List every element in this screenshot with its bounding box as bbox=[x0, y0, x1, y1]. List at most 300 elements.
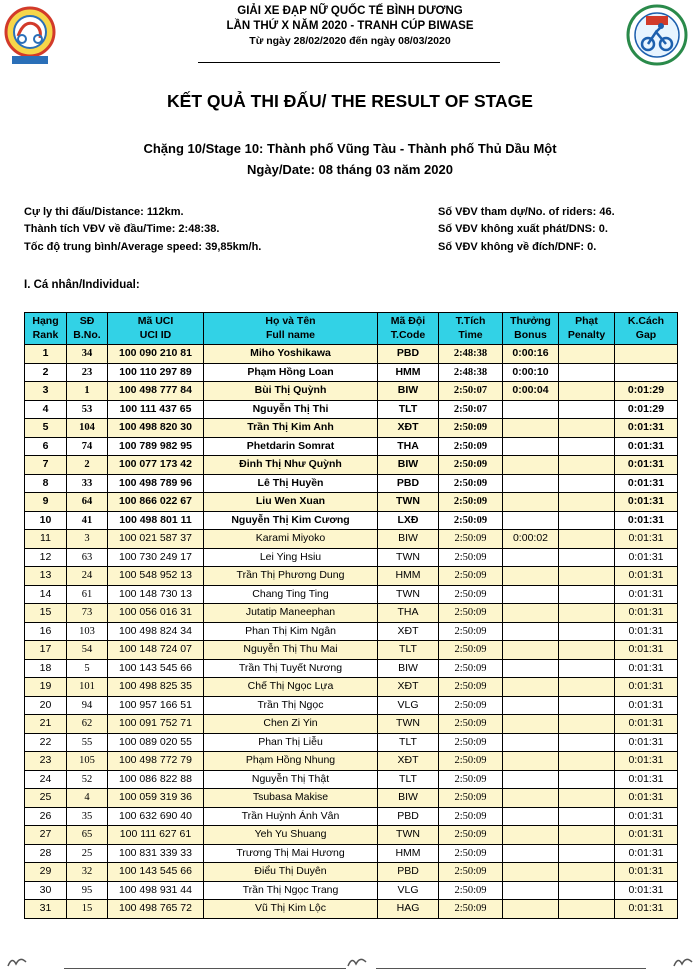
time-cell: 2:50:09 bbox=[439, 752, 503, 771]
penalty-cell bbox=[559, 678, 615, 697]
gap-cell: 0:01:31 bbox=[615, 863, 678, 882]
rank-cell: 29 bbox=[25, 863, 67, 882]
col-header-penalty: Phạt Penalty bbox=[559, 313, 615, 345]
rider-name-cell: Yeh Yu Shuang bbox=[204, 826, 378, 845]
uci-id-cell: 100 056 016 31 bbox=[108, 604, 204, 623]
uci-id-cell: 100 021 587 37 bbox=[108, 530, 204, 549]
table-row bbox=[25, 382, 678, 401]
uci-id-cell: 100 148 724 07 bbox=[108, 641, 204, 660]
bonus-cell bbox=[503, 622, 559, 641]
rider-name-cell: Trần Thị Ngọc bbox=[204, 696, 378, 715]
penalty-cell bbox=[559, 844, 615, 863]
rank-cell: 15 bbox=[25, 604, 67, 623]
rank-cell: 3 bbox=[25, 382, 67, 401]
gap-cell: 0:01:31 bbox=[615, 733, 678, 752]
gap-cell: 0:01:29 bbox=[615, 400, 678, 419]
penalty-cell bbox=[559, 881, 615, 900]
uci-id-cell: 100 632 690 40 bbox=[108, 807, 204, 826]
team-code-cell: TWN bbox=[378, 826, 439, 845]
time-cell: 2:50:09 bbox=[439, 641, 503, 660]
rank-cell: 18 bbox=[25, 659, 67, 678]
table-row bbox=[25, 696, 678, 715]
time-cell: 2:50:09 bbox=[439, 678, 503, 697]
bonus-cell bbox=[503, 678, 559, 697]
team-code-cell: PBD bbox=[378, 345, 439, 364]
time-cell: 2:50:09 bbox=[439, 900, 503, 919]
bonus-cell bbox=[503, 789, 559, 808]
bib-cell: 64 bbox=[67, 493, 108, 512]
penalty-cell bbox=[559, 715, 615, 734]
penalty-cell bbox=[559, 696, 615, 715]
bonus-cell bbox=[503, 863, 559, 882]
time-cell: 2:50:09 bbox=[439, 696, 503, 715]
rank-cell: 7 bbox=[25, 456, 67, 475]
rank-cell: 10 bbox=[25, 511, 67, 530]
gap-cell: 0:01:31 bbox=[615, 511, 678, 530]
bib-cell: 5 bbox=[67, 659, 108, 678]
riders-count-info: Số VĐV tham dự/No. of riders: 46. bbox=[438, 206, 615, 218]
gap-cell: 0:01:29 bbox=[615, 382, 678, 401]
table-row bbox=[25, 641, 678, 660]
gap-cell: 0:01:31 bbox=[615, 789, 678, 808]
rider-name-cell: Chế Thị Ngọc Lựa bbox=[204, 678, 378, 697]
table-row bbox=[25, 789, 678, 808]
bonus-cell bbox=[503, 419, 559, 438]
rank-cell: 26 bbox=[25, 807, 67, 826]
team-code-cell: HMM bbox=[378, 567, 439, 586]
time-cell: 2:50:09 bbox=[439, 585, 503, 604]
table-row bbox=[25, 530, 678, 549]
time-cell: 2:50:09 bbox=[439, 604, 503, 623]
uci-id-cell: 100 086 822 88 bbox=[108, 770, 204, 789]
footer-signature-line-left bbox=[64, 968, 346, 969]
table-row bbox=[25, 900, 678, 919]
footer-signature-line-right bbox=[376, 968, 646, 969]
table-row bbox=[25, 622, 678, 641]
rank-cell: 13 bbox=[25, 567, 67, 586]
rank-cell: 20 bbox=[25, 696, 67, 715]
bib-cell: 61 bbox=[67, 585, 108, 604]
bonus-cell: 0:00:10 bbox=[503, 363, 559, 382]
rider-name-cell: Phạm Hồng Nhung bbox=[204, 752, 378, 771]
bonus-cell bbox=[503, 641, 559, 660]
rank-cell: 6 bbox=[25, 437, 67, 456]
table-row bbox=[25, 474, 678, 493]
rank-cell: 12 bbox=[25, 548, 67, 567]
team-code-cell: PBD bbox=[378, 863, 439, 882]
gap-cell: 0:01:31 bbox=[615, 826, 678, 845]
bib-cell: 33 bbox=[67, 474, 108, 493]
uci-id-cell: 100 498 777 84 bbox=[108, 382, 204, 401]
bib-cell: 101 bbox=[67, 678, 108, 697]
rank-cell: 27 bbox=[25, 826, 67, 845]
team-code-cell: TLT bbox=[378, 770, 439, 789]
time-cell: 2:50:09 bbox=[439, 511, 503, 530]
team-code-cell: HAG bbox=[378, 900, 439, 919]
time-cell: 2:50:09 bbox=[439, 567, 503, 586]
table-row bbox=[25, 659, 678, 678]
bonus-cell bbox=[503, 752, 559, 771]
time-cell: 2:50:09 bbox=[439, 715, 503, 734]
rider-name-cell: Phan Thị Liễu bbox=[204, 733, 378, 752]
bonus-cell bbox=[503, 474, 559, 493]
bib-cell: 73 bbox=[67, 604, 108, 623]
time-cell: 2:48:38 bbox=[439, 345, 503, 364]
bonus-cell bbox=[503, 696, 559, 715]
stage-date: Ngày/Date: 08 tháng 03 năm 2020 bbox=[247, 162, 453, 177]
table-row bbox=[25, 419, 678, 438]
time-cell: 2:48:38 bbox=[439, 363, 503, 382]
rank-cell: 25 bbox=[25, 789, 67, 808]
uci-id-cell: 100 090 210 81 bbox=[108, 345, 204, 364]
uci-id-cell: 100 077 173 42 bbox=[108, 456, 204, 475]
team-code-cell: BIW bbox=[378, 456, 439, 475]
uci-id-cell: 100 498 789 96 bbox=[108, 474, 204, 493]
time-cell: 2:50:09 bbox=[439, 474, 503, 493]
team-code-cell: VLG bbox=[378, 881, 439, 900]
time-cell: 2:50:09 bbox=[439, 844, 503, 863]
rider-name-cell: Nguyễn Thị Thật bbox=[204, 770, 378, 789]
event-title-line-2: LẦN THỨ X NĂM 2020 - TRANH CÚP BIWASE bbox=[226, 20, 474, 32]
team-code-cell: LXĐ bbox=[378, 511, 439, 530]
penalty-cell bbox=[559, 789, 615, 808]
rider-name-cell: Trần Thị Tuyết Nương bbox=[204, 659, 378, 678]
gap-cell: 0:01:31 bbox=[615, 881, 678, 900]
time-cell: 2:50:09 bbox=[439, 419, 503, 438]
bib-cell: 62 bbox=[67, 715, 108, 734]
bib-cell: 32 bbox=[67, 863, 108, 882]
bib-cell: 4 bbox=[67, 789, 108, 808]
time-cell: 2:50:09 bbox=[439, 881, 503, 900]
gap-cell: 0:01:31 bbox=[615, 807, 678, 826]
col-header-rank: Hạng Rank bbox=[25, 313, 67, 345]
col-header-team: Mã Đội T.Code bbox=[378, 313, 439, 345]
rank-cell: 16 bbox=[25, 622, 67, 641]
time-cell: 2:50:09 bbox=[439, 548, 503, 567]
rider-name-cell: Bùi Thị Quỳnh bbox=[204, 382, 378, 401]
uci-id-cell: 100 498 931 44 bbox=[108, 881, 204, 900]
uci-id-cell: 100 498 824 34 bbox=[108, 622, 204, 641]
gap-cell: 0:01:31 bbox=[615, 770, 678, 789]
time-cell: 2:50:07 bbox=[439, 400, 503, 419]
table-row bbox=[25, 456, 678, 475]
table-row bbox=[25, 345, 678, 364]
penalty-cell bbox=[559, 474, 615, 493]
rank-cell: 11 bbox=[25, 530, 67, 549]
rank-cell: 28 bbox=[25, 844, 67, 863]
team-code-cell: THA bbox=[378, 437, 439, 456]
col-header-bib: SĐ B.No. bbox=[67, 313, 108, 345]
uci-id-cell: 100 111 437 65 bbox=[108, 400, 204, 419]
bib-cell: 105 bbox=[67, 752, 108, 771]
rider-name-cell: Vũ Thị Kim Lộc bbox=[204, 900, 378, 919]
team-code-cell: HMM bbox=[378, 363, 439, 382]
winner-time-info: Thành tích VĐV về đầu/Time: 2:48:38. bbox=[24, 223, 220, 235]
gap-cell: 0:01:31 bbox=[615, 474, 678, 493]
penalty-cell bbox=[559, 419, 615, 438]
uci-id-cell: 100 831 339 33 bbox=[108, 844, 204, 863]
header-divider bbox=[198, 62, 500, 63]
table-row bbox=[25, 585, 678, 604]
time-cell: 2:50:09 bbox=[439, 659, 503, 678]
table-row bbox=[25, 881, 678, 900]
penalty-cell bbox=[559, 622, 615, 641]
bib-cell: 41 bbox=[67, 511, 108, 530]
rider-name-cell: Trương Thị Mai Hương bbox=[204, 844, 378, 863]
bib-cell: 74 bbox=[67, 437, 108, 456]
bonus-cell bbox=[503, 807, 559, 826]
gap-cell: 0:01:31 bbox=[615, 641, 678, 660]
event-date-range: Từ ngày 28/02/2020 đến ngày 08/03/2020 bbox=[249, 35, 451, 47]
penalty-cell bbox=[559, 345, 615, 364]
table-row bbox=[25, 844, 678, 863]
bonus-cell bbox=[503, 659, 559, 678]
rider-name-cell: Lê Thị Huyền bbox=[204, 474, 378, 493]
gap-cell bbox=[615, 363, 678, 382]
team-code-cell: XĐT bbox=[378, 622, 439, 641]
rider-name-cell: Karami Miyoko bbox=[204, 530, 378, 549]
gap-cell: 0:01:31 bbox=[615, 530, 678, 549]
bib-cell: 65 bbox=[67, 826, 108, 845]
bonus-cell bbox=[503, 548, 559, 567]
gap-cell: 0:01:31 bbox=[615, 604, 678, 623]
table-row bbox=[25, 437, 678, 456]
table-row bbox=[25, 863, 678, 882]
penalty-cell bbox=[559, 733, 615, 752]
team-code-cell: PBD bbox=[378, 807, 439, 826]
rank-cell: 31 bbox=[25, 900, 67, 919]
rider-name-cell: Phạm Hồng Loan bbox=[204, 363, 378, 382]
bib-cell: 15 bbox=[67, 900, 108, 919]
rider-name-cell: Phan Thị Kim Ngân bbox=[204, 622, 378, 641]
uci-id-cell: 100 089 020 55 bbox=[108, 733, 204, 752]
col-header-bonus: Thưởng Bonus bbox=[503, 313, 559, 345]
uci-id-cell: 100 498 801 11 bbox=[108, 511, 204, 530]
table-header-row bbox=[25, 313, 678, 345]
team-code-cell: BIW bbox=[378, 789, 439, 808]
rank-cell: 22 bbox=[25, 733, 67, 752]
gap-cell: 0:01:31 bbox=[615, 585, 678, 604]
penalty-cell bbox=[559, 585, 615, 604]
penalty-cell bbox=[559, 641, 615, 660]
gap-cell: 0:01:31 bbox=[615, 456, 678, 475]
penalty-cell bbox=[559, 363, 615, 382]
bib-cell: 3 bbox=[67, 530, 108, 549]
team-code-cell: BIW bbox=[378, 382, 439, 401]
penalty-cell bbox=[559, 530, 615, 549]
uci-id-cell: 100 498 825 35 bbox=[108, 678, 204, 697]
team-code-cell: TLT bbox=[378, 641, 439, 660]
gap-cell: 0:01:31 bbox=[615, 493, 678, 512]
results-body bbox=[25, 345, 678, 919]
penalty-cell bbox=[559, 548, 615, 567]
distance-info: Cự ly thi đấu/Distance: 112km. bbox=[24, 206, 184, 218]
bonus-cell bbox=[503, 733, 559, 752]
time-cell: 2:50:09 bbox=[439, 733, 503, 752]
team-code-cell: XĐT bbox=[378, 678, 439, 697]
time-cell: 2:50:09 bbox=[439, 826, 503, 845]
bonus-cell bbox=[503, 437, 559, 456]
bonus-cell: 0:00:02 bbox=[503, 530, 559, 549]
footer-ornament-icon bbox=[346, 954, 368, 970]
table-row bbox=[25, 770, 678, 789]
uci-id-cell: 100 957 166 51 bbox=[108, 696, 204, 715]
team-code-cell: THA bbox=[378, 604, 439, 623]
uci-id-cell: 100 498 772 79 bbox=[108, 752, 204, 771]
uci-id-cell: 100 148 730 13 bbox=[108, 585, 204, 604]
bib-cell: 35 bbox=[67, 807, 108, 826]
rank-cell: 8 bbox=[25, 474, 67, 493]
bib-cell: 52 bbox=[67, 770, 108, 789]
penalty-cell bbox=[559, 863, 615, 882]
team-code-cell: PBD bbox=[378, 474, 439, 493]
rider-name-cell: Miho Yoshikawa bbox=[204, 345, 378, 364]
bonus-cell: 0:00:04 bbox=[503, 382, 559, 401]
bonus-cell bbox=[503, 715, 559, 734]
col-header-name: Họ và Tên Full name bbox=[204, 313, 378, 345]
rank-cell: 21 bbox=[25, 715, 67, 734]
average-speed-info: Tốc độ trung bình/Average speed: 39,85km/h. bbox=[24, 241, 262, 253]
penalty-cell bbox=[559, 770, 615, 789]
rank-cell: 19 bbox=[25, 678, 67, 697]
bib-cell: 1 bbox=[67, 382, 108, 401]
team-code-cell: VLG bbox=[378, 696, 439, 715]
time-cell: 2:50:09 bbox=[439, 493, 503, 512]
dnf-info: Số VĐV không về đích/DNF: 0. bbox=[438, 241, 597, 253]
time-cell: 2:50:09 bbox=[439, 622, 503, 641]
rider-name-cell: Chang Ting Ting bbox=[204, 585, 378, 604]
team-code-cell: XĐT bbox=[378, 752, 439, 771]
penalty-cell bbox=[559, 511, 615, 530]
gap-cell: 0:01:31 bbox=[615, 844, 678, 863]
bib-cell: 53 bbox=[67, 400, 108, 419]
rank-cell: 17 bbox=[25, 641, 67, 660]
bonus-cell bbox=[503, 567, 559, 586]
rank-cell: 23 bbox=[25, 752, 67, 771]
table-row bbox=[25, 604, 678, 623]
penalty-cell bbox=[559, 659, 615, 678]
rider-name-cell: Đinh Thị Như Quỳnh bbox=[204, 456, 378, 475]
footer-ornament-icon bbox=[672, 954, 694, 970]
bonus-cell bbox=[503, 881, 559, 900]
bib-cell: 25 bbox=[67, 844, 108, 863]
rank-cell: 2 bbox=[25, 363, 67, 382]
bib-cell: 34 bbox=[67, 345, 108, 364]
team-code-cell: XĐT bbox=[378, 419, 439, 438]
gap-cell: 0:01:31 bbox=[615, 567, 678, 586]
gap-cell: 0:01:31 bbox=[615, 437, 678, 456]
team-code-cell: TLT bbox=[378, 733, 439, 752]
bib-cell: 55 bbox=[67, 733, 108, 752]
bib-cell: 63 bbox=[67, 548, 108, 567]
penalty-cell bbox=[559, 604, 615, 623]
uci-id-cell: 100 143 545 66 bbox=[108, 659, 204, 678]
rider-name-cell: Trần Huỳnh Ánh Vân bbox=[204, 807, 378, 826]
team-code-cell: BIW bbox=[378, 530, 439, 549]
section-heading: I. Cá nhân/Individual: bbox=[24, 279, 140, 291]
team-code-cell: BIW bbox=[378, 659, 439, 678]
rider-name-cell: Trần Thị Kim Anh bbox=[204, 419, 378, 438]
uci-id-cell: 100 498 765 72 bbox=[108, 900, 204, 919]
table-row bbox=[25, 511, 678, 530]
rider-name-cell: Trần Thị Ngọc Trang bbox=[204, 881, 378, 900]
rider-name-cell: Jutatip Maneephan bbox=[204, 604, 378, 623]
col-header-time: T.Tích Time bbox=[439, 313, 503, 345]
table-row bbox=[25, 548, 678, 567]
gap-cell: 0:01:31 bbox=[615, 622, 678, 641]
uci-id-cell: 100 110 297 89 bbox=[108, 363, 204, 382]
penalty-cell bbox=[559, 752, 615, 771]
rank-cell: 1 bbox=[25, 345, 67, 364]
bonus-cell bbox=[503, 770, 559, 789]
team-code-cell: TWN bbox=[378, 548, 439, 567]
penalty-cell bbox=[559, 493, 615, 512]
bonus-cell bbox=[503, 493, 559, 512]
time-cell: 2:50:09 bbox=[439, 770, 503, 789]
table-row bbox=[25, 752, 678, 771]
penalty-cell bbox=[559, 382, 615, 401]
bib-cell: 103 bbox=[67, 622, 108, 641]
rank-cell: 4 bbox=[25, 400, 67, 419]
rider-name-cell: Nguyễn Thị Thu Mai bbox=[204, 641, 378, 660]
rank-cell: 5 bbox=[25, 419, 67, 438]
uci-id-cell: 100 789 982 95 bbox=[108, 437, 204, 456]
table-row bbox=[25, 807, 678, 826]
gap-cell: 0:01:31 bbox=[615, 752, 678, 771]
table-row bbox=[25, 826, 678, 845]
penalty-cell bbox=[559, 807, 615, 826]
table-row bbox=[25, 363, 678, 382]
rider-name-cell: Phetdarin Somrat bbox=[204, 437, 378, 456]
bonus-cell bbox=[503, 844, 559, 863]
bonus-cell bbox=[503, 400, 559, 419]
results-table bbox=[24, 312, 678, 919]
time-cell: 2:50:09 bbox=[439, 456, 503, 475]
rank-cell: 30 bbox=[25, 881, 67, 900]
uci-id-cell: 100 059 319 36 bbox=[108, 789, 204, 808]
team-code-cell: TLT bbox=[378, 400, 439, 419]
page-title: KẾT QUẢ THI ĐẤU/ THE RESULT OF STAGE bbox=[167, 91, 533, 111]
rider-name-cell: Nguyễn Thị Thi bbox=[204, 400, 378, 419]
footer-ornament-icon bbox=[6, 954, 28, 970]
uci-id-cell: 100 730 249 17 bbox=[108, 548, 204, 567]
rank-cell: 24 bbox=[25, 770, 67, 789]
bib-cell: 104 bbox=[67, 419, 108, 438]
team-code-cell: TWN bbox=[378, 493, 439, 512]
rider-name-cell: Nguyễn Thị Kim Cương bbox=[204, 511, 378, 530]
bonus-cell bbox=[503, 604, 559, 623]
bonus-cell bbox=[503, 585, 559, 604]
dns-info: Số VĐV không xuất phát/DNS: 0. bbox=[438, 223, 608, 235]
rider-name-cell: Lei Ying Hsiu bbox=[204, 548, 378, 567]
time-cell: 2:50:09 bbox=[439, 807, 503, 826]
team-code-cell: TWN bbox=[378, 585, 439, 604]
penalty-cell bbox=[559, 456, 615, 475]
gap-cell: 0:01:31 bbox=[615, 419, 678, 438]
penalty-cell bbox=[559, 826, 615, 845]
gap-cell: 0:01:31 bbox=[615, 696, 678, 715]
rider-name-cell: Liu Wen Xuan bbox=[204, 493, 378, 512]
time-cell: 2:50:09 bbox=[439, 530, 503, 549]
bonus-cell bbox=[503, 456, 559, 475]
gap-cell: 0:01:31 bbox=[615, 659, 678, 678]
rider-name-cell: Tsubasa Makise bbox=[204, 789, 378, 808]
uci-id-cell: 100 498 820 30 bbox=[108, 419, 204, 438]
gap-cell: 0:01:31 bbox=[615, 715, 678, 734]
bib-cell: 94 bbox=[67, 696, 108, 715]
gap-cell bbox=[615, 345, 678, 364]
bonus-cell bbox=[503, 511, 559, 530]
